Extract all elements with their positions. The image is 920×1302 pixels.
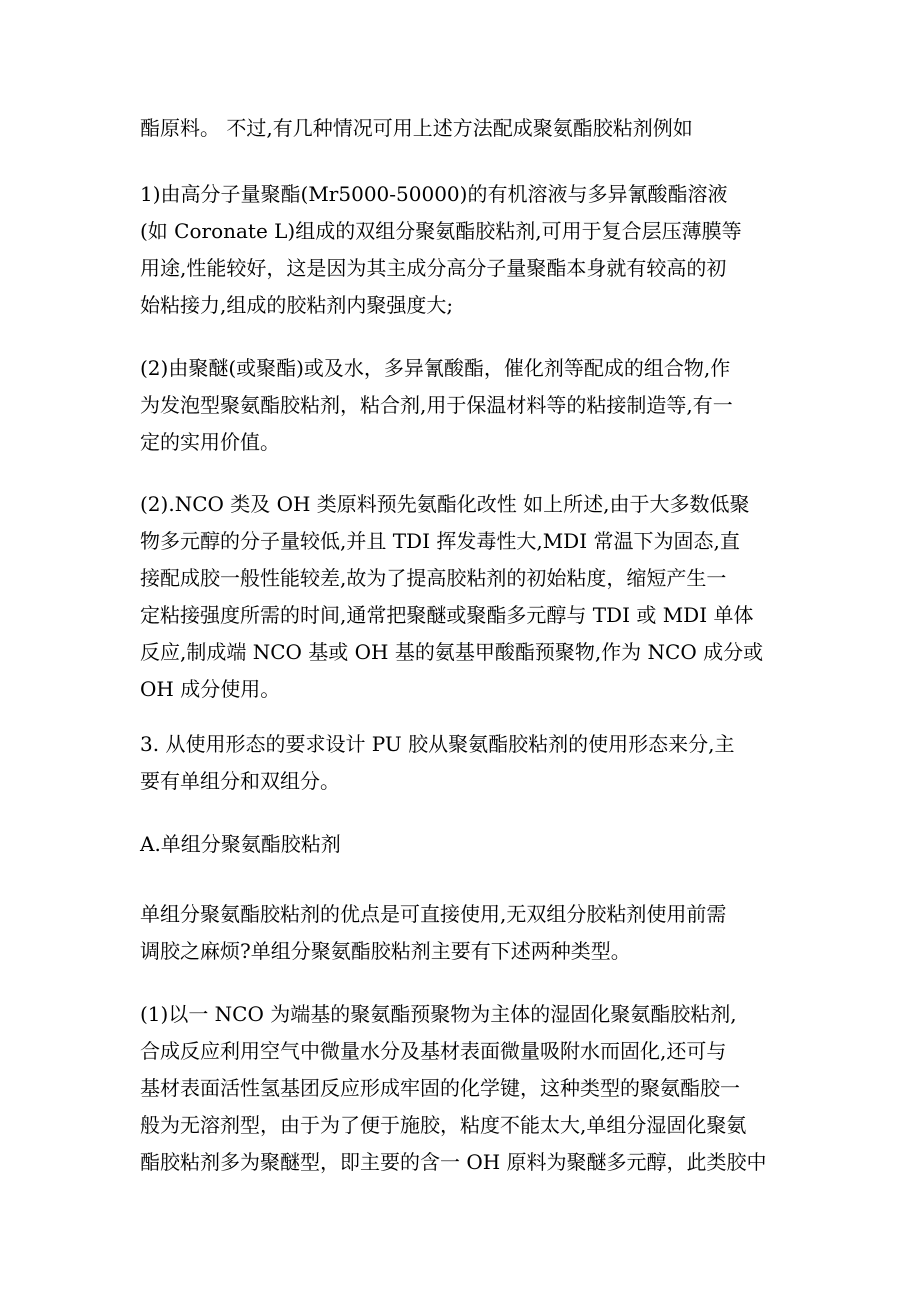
text-line: (2).NCO 类及 OH 类原料预先氨酯化改性 如上所述,由于大多数低聚	[140, 492, 750, 516]
text-line: (如 Coronate L)组成的双组分聚氨酯胶粘剂,可用于复合层压薄膜等	[140, 219, 742, 243]
paragraph-case-1	[140, 176, 790, 324]
text-line: 酯原料。 不过,有几种情况可用上述方法配成聚氨酯胶粘剂例如	[140, 116, 693, 140]
text-line: 般为无溶剂型，由于为了便于施胶，粘度不能太大,单组分湿固化聚氨	[140, 1113, 747, 1137]
text-line: 合成反应利用空气中微量水分及基材表面微量吸附水而固化,还可与	[140, 1039, 727, 1063]
text-line: 定粘接强度所需的时间,通常把聚醚或聚酯多元醇与 TDI 或 MDI 单体	[140, 603, 754, 627]
text-line: 调胶之麻烦?单组分聚氨酯胶粘剂主要有下述两种类型。	[140, 939, 631, 963]
text-line: 基材表面活性氢基团反应形成牢固的化学键，这种类型的聚氨酯胶一	[140, 1076, 740, 1100]
text-line: 接配成胶一般性能较差,故为了提高胶粘剂的初始粘度，缩短产生一	[140, 566, 727, 590]
text-line: 3. 从使用形态的要求设计 PU 胶从聚氨酯胶粘剂的使用形态来分,主	[140, 732, 735, 756]
heading-single-component	[140, 826, 790, 863]
text-line: (1)以一 NCO 为端基的聚氨酯预聚物为主体的湿固化聚氨酯胶粘剂,	[140, 1002, 737, 1026]
text-line: 要有单组分和双组分。	[140, 769, 340, 793]
text-line: 物多元醇的分子量较低,并且 TDI 挥发毒性大,MDI 常温下为固态,直	[140, 529, 740, 553]
text-line: OH 成分使用。	[140, 677, 281, 701]
paragraph-case-2	[140, 350, 790, 461]
paragraph-section-3	[140, 726, 790, 800]
text-line: (2)由聚醚(或聚酯)或及水，多异氰酸酯，催化剂等配成的组合物,作	[140, 356, 731, 380]
section-heading: A.单组分聚氨酯胶粘剂	[140, 832, 341, 856]
text-line: 1)由高分子量聚酯(Mr5000-50000)的有机溶液与多异氰酸酯溶液	[140, 182, 728, 206]
paragraph-section-2	[140, 486, 790, 708]
text-line: 反应,制成端 NCO 基或 OH 基的氨基甲酸酯预聚物,作为 NCO 成分或	[140, 640, 764, 664]
paragraph-intro-tail	[140, 110, 790, 147]
paragraph-type-1	[140, 996, 790, 1181]
text-line: 始粘接力,组成的胶粘剂内聚强度大;	[140, 293, 454, 317]
text-line: 单组分聚氨酯胶粘剂的优点是可直接使用,无双组分胶粘剂使用前需	[140, 902, 727, 926]
text-line: 酯胶粘剂多为聚醚型，即主要的含一 OH 原料为聚醚多元醇，此类胶中	[140, 1150, 767, 1174]
text-line: 定的实用价值。	[140, 430, 280, 454]
text-line: 用途,性能较好，这是因为其主成分高分子量聚酯本身就有较高的初	[140, 256, 727, 280]
paragraph-single-component-intro	[140, 896, 790, 970]
text-line: 为发泡型聚氨酯胶粘剂，粘合剂,用于保温材料等的粘接制造等,有一	[140, 393, 733, 417]
